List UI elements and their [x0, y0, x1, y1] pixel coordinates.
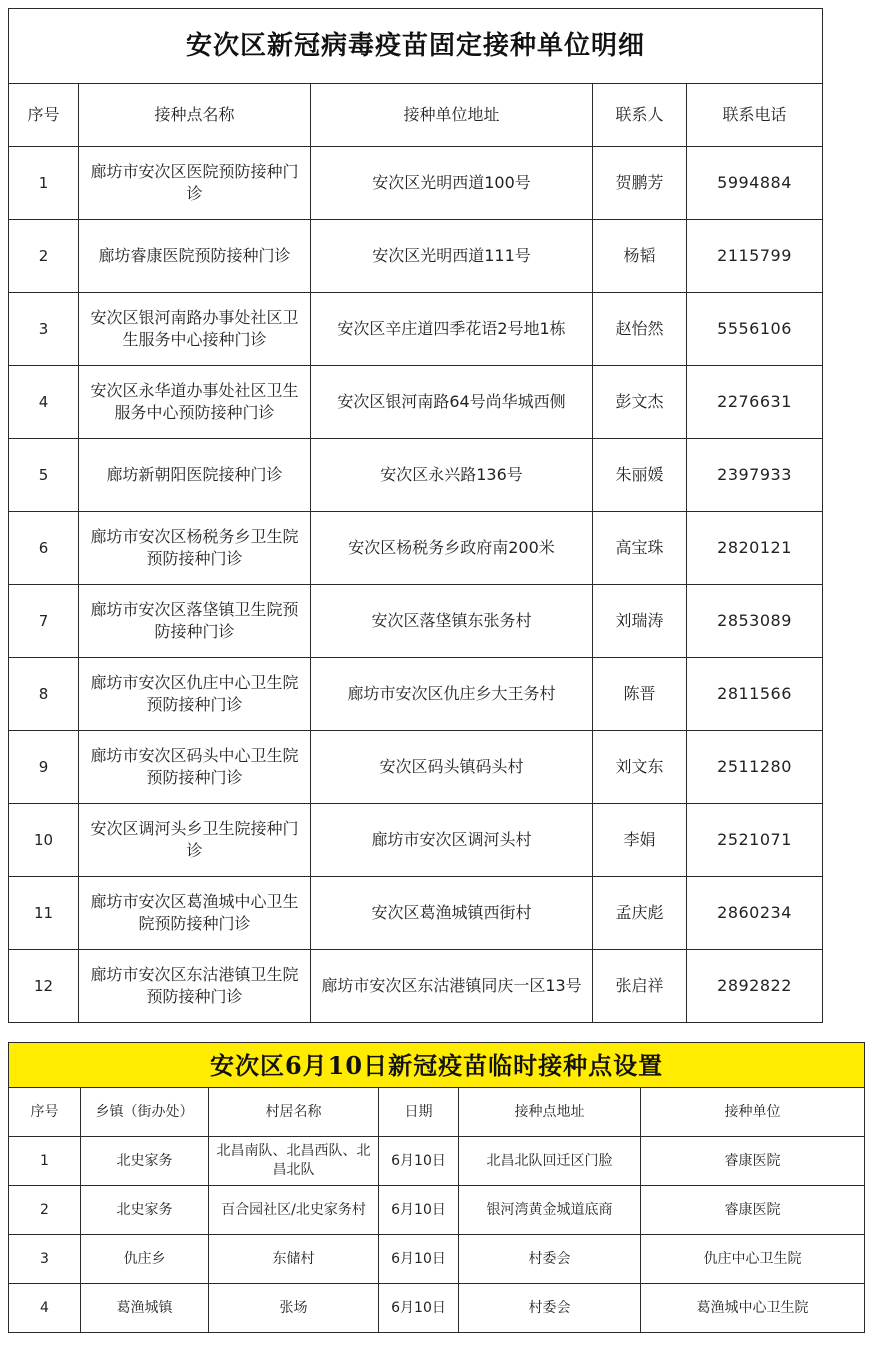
cell-village: 张场	[209, 1284, 379, 1333]
cell-village: 北昌南队、北昌西队、北昌北队	[209, 1137, 379, 1186]
cell-site-name: 廊坊市安次区医院预防接种门诊	[79, 147, 311, 220]
cell-site-name: 廊坊新朝阳医院接种门诊	[79, 439, 311, 512]
cell-no: 6	[9, 512, 79, 585]
table2-body	[9, 1137, 865, 1333]
cell-phone: 2397933	[687, 439, 823, 512]
cell-phone: 2892822	[687, 950, 823, 1023]
header-contact: 联系人	[593, 84, 687, 147]
header-unit: 接种单位	[641, 1088, 865, 1137]
header-no: 序号	[9, 1088, 81, 1137]
cell-site-name: 安次区调河头乡卫生院接种门诊	[79, 804, 311, 877]
cell-no: 2	[9, 1186, 81, 1235]
cell-contact: 刘文东	[593, 731, 687, 804]
table-row	[9, 1186, 865, 1235]
header-no: 序号	[9, 84, 79, 147]
cell-date: 6月10日	[379, 1137, 459, 1186]
cell-date: 6月10日	[379, 1235, 459, 1284]
cell-no: 9	[9, 731, 79, 804]
cell-address: 安次区杨税务乡政府南200米	[311, 512, 593, 585]
cell-no: 3	[9, 293, 79, 366]
cell-phone: 2820121	[687, 512, 823, 585]
table-row	[9, 439, 823, 512]
table2-header-row	[9, 1088, 865, 1137]
fixed-vaccination-sites-table	[8, 8, 823, 1023]
cell-town: 仇庄乡	[81, 1235, 209, 1284]
table2-title: 安次区6月10日新冠疫苗临时接种点设置	[9, 1043, 865, 1088]
cell-contact: 高宝珠	[593, 512, 687, 585]
cell-town: 北史家务	[81, 1137, 209, 1186]
cell-address: 安次区光明西道111号	[311, 220, 593, 293]
cell-no: 10	[9, 804, 79, 877]
table-row	[9, 804, 823, 877]
cell-address: 安次区永兴路136号	[311, 439, 593, 512]
cell-unit: 葛渔城中心卫生院	[641, 1284, 865, 1333]
cell-contact: 孟庆彪	[593, 877, 687, 950]
cell-no: 7	[9, 585, 79, 658]
cell-address: 廊坊市安次区调河头村	[311, 804, 593, 877]
cell-unit: 仇庄中心卫生院	[641, 1235, 865, 1284]
table-row	[9, 147, 823, 220]
table-row	[9, 950, 823, 1023]
cell-site-name: 廊坊市安次区落垡镇卫生院预防接种门诊	[79, 585, 311, 658]
cell-contact: 陈晋	[593, 658, 687, 731]
cell-no: 1	[9, 1137, 81, 1186]
cell-phone: 2511280	[687, 731, 823, 804]
cell-phone: 2811566	[687, 658, 823, 731]
table-row	[9, 1137, 865, 1186]
table-row	[9, 585, 823, 658]
cell-site-name: 廊坊市安次区东沽港镇卫生院预防接种门诊	[79, 950, 311, 1023]
cell-site-name: 安次区永华道办事处社区卫生服务中心预防接种门诊	[79, 366, 311, 439]
cell-town: 北史家务	[81, 1186, 209, 1235]
cell-phone: 2853089	[687, 585, 823, 658]
header-date: 日期	[379, 1088, 459, 1137]
cell-no: 4	[9, 1284, 81, 1333]
table-row	[9, 220, 823, 293]
cell-site-address: 村委会	[459, 1235, 641, 1284]
header-address: 接种单位地址	[311, 84, 593, 147]
cell-site-address: 北昌北队回迁区门脸	[459, 1137, 641, 1186]
cell-contact: 李娟	[593, 804, 687, 877]
cell-contact: 彭文杰	[593, 366, 687, 439]
cell-address: 安次区码头镇码头村	[311, 731, 593, 804]
cell-site-name: 廊坊市安次区码头中心卫生院预防接种门诊	[79, 731, 311, 804]
cell-phone: 5994884	[687, 147, 823, 220]
cell-contact: 贺鹏芳	[593, 147, 687, 220]
cell-site-name: 安次区银河南路办事处社区卫生服务中心接种门诊	[79, 293, 311, 366]
table-row	[9, 293, 823, 366]
cell-no: 1	[9, 147, 79, 220]
cell-phone: 2276631	[687, 366, 823, 439]
cell-date: 6月10日	[379, 1186, 459, 1235]
cell-site-name: 廊坊市安次区杨税务乡卫生院预防接种门诊	[79, 512, 311, 585]
table-row	[9, 731, 823, 804]
cell-no: 5	[9, 439, 79, 512]
cell-no: 4	[9, 366, 79, 439]
table-row	[9, 366, 823, 439]
cell-village: 百合园社区/北史家务村	[209, 1186, 379, 1235]
cell-site-name: 廊坊市安次区仇庄中心卫生院预防接种门诊	[79, 658, 311, 731]
cell-address: 安次区辛庄道四季花语2号地1栋	[311, 293, 593, 366]
header-town: 乡镇（街办处）	[81, 1088, 209, 1137]
cell-site-address: 村委会	[459, 1284, 641, 1333]
cell-contact: 赵怡然	[593, 293, 687, 366]
cell-no: 3	[9, 1235, 81, 1284]
cell-phone: 2521071	[687, 804, 823, 877]
cell-no: 2	[9, 220, 79, 293]
table-row	[9, 512, 823, 585]
cell-contact: 刘瑞涛	[593, 585, 687, 658]
cell-no: 8	[9, 658, 79, 731]
cell-address: 安次区银河南路64号尚华城西侧	[311, 366, 593, 439]
cell-no: 11	[9, 877, 79, 950]
table1-body	[9, 147, 823, 1023]
cell-unit: 睿康医院	[641, 1186, 865, 1235]
cell-date: 6月10日	[379, 1284, 459, 1333]
header-site-address: 接种点地址	[459, 1088, 641, 1137]
cell-site-address: 银河湾黄金城道底商	[459, 1186, 641, 1235]
cell-town: 葛渔城镇	[81, 1284, 209, 1333]
cell-address: 安次区落垡镇东张务村	[311, 585, 593, 658]
header-phone: 联系电话	[687, 84, 823, 147]
cell-contact: 张启祥	[593, 950, 687, 1023]
cell-site-name: 廊坊睿康医院预防接种门诊	[79, 220, 311, 293]
cell-address: 安次区葛渔城镇西街村	[311, 877, 593, 950]
table-row	[9, 1235, 865, 1284]
header-site-name: 接种点名称	[79, 84, 311, 147]
cell-address: 廊坊市安次区东沽港镇同庆一区13号	[311, 950, 593, 1023]
table1-title: 安次区新冠病毒疫苗固定接种单位明细	[9, 9, 823, 84]
cell-phone: 2860234	[687, 877, 823, 950]
table-row	[9, 658, 823, 731]
cell-village: 东储村	[209, 1235, 379, 1284]
cell-contact: 杨韬	[593, 220, 687, 293]
cell-no: 12	[9, 950, 79, 1023]
cell-unit: 睿康医院	[641, 1137, 865, 1186]
table-row	[9, 1284, 865, 1333]
cell-address: 安次区光明西道100号	[311, 147, 593, 220]
cell-phone: 5556106	[687, 293, 823, 366]
cell-address: 廊坊市安次区仇庄乡大王务村	[311, 658, 593, 731]
table1-header-row	[9, 84, 823, 147]
cell-phone: 2115799	[687, 220, 823, 293]
header-village: 村居名称	[209, 1088, 379, 1137]
temporary-vaccination-sites-table	[8, 1042, 865, 1333]
cell-site-name: 廊坊市安次区葛渔城中心卫生院预防接种门诊	[79, 877, 311, 950]
table-row	[9, 877, 823, 950]
cell-contact: 朱丽媛	[593, 439, 687, 512]
